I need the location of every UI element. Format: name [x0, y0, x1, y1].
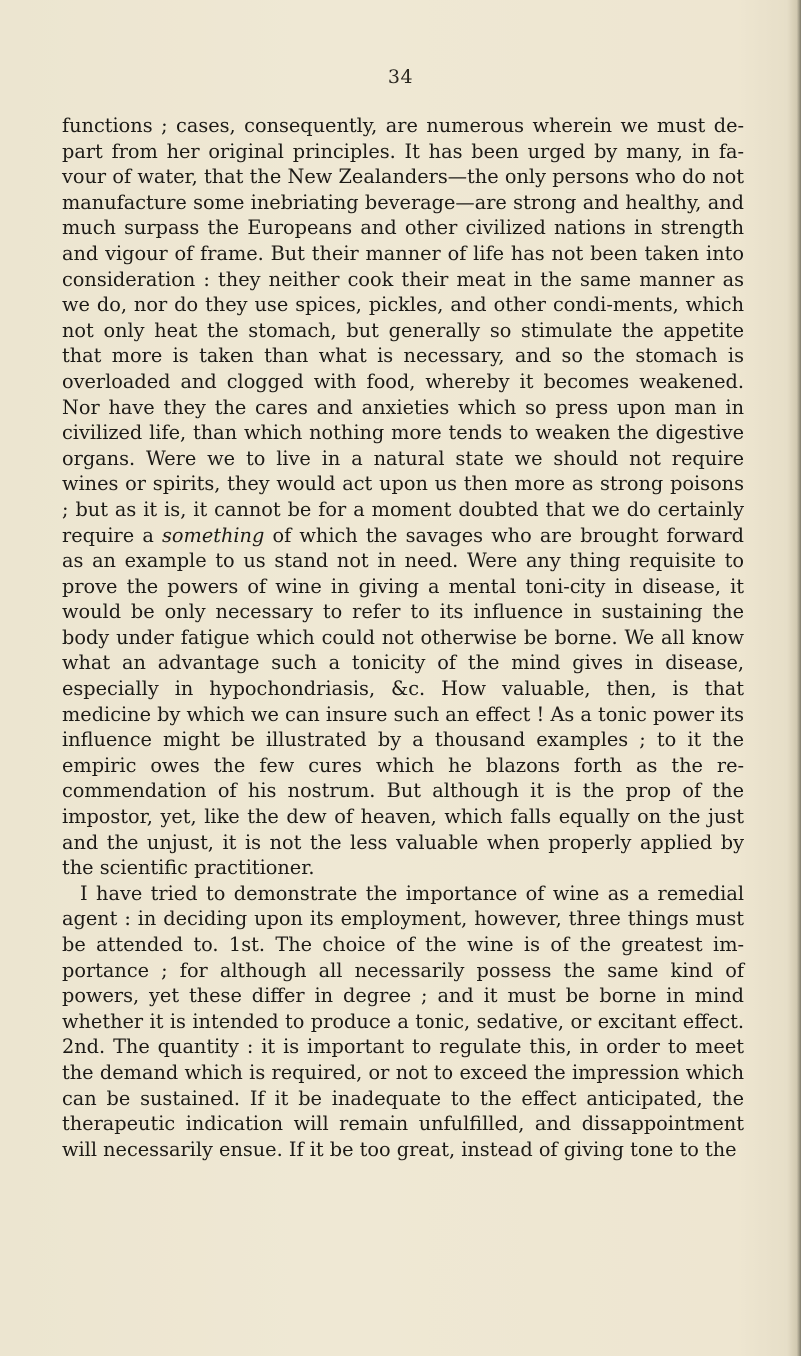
paragraph-1-emphasis: something — [162, 523, 265, 547]
page-number: 34 — [387, 66, 414, 88]
paragraph-1-text-after: of which the savages who are brought forward as an example to us stand not in need. Were any thing requisite to prove the powers of wine in giving a mental toni-city in disease, it would be only necessary to refer to its influence in sustaining the body under fatigue which could not otherwise be borne. We all know what an advantage such a tonicity of the mind gives in disease, especially in hypochondriasis, &c. How valuable, then, is that medicine by which we can insure such an effect ! As a tonic power its influence might be illustrated by a thousand examples ; to it the empiric owes the few cures which he blazons forth as the re-commendation of his nostrum. But although it is the prop of the impostor, yet, like the dew of heaven, which falls equally on the just and the unjust, it is not the less valuable when properly applied by the scientific practitioner. — [62, 523, 745, 880]
page-edge-shadow — [787, 0, 801, 1356]
body-text — [62, 113, 744, 1162]
paragraph-1-text-before: functions ; cases, consequently, are numerous wherein we must de-part from her original principles. It has been urged by many, in fa-vour of water, that the New Zealanders—the only persons who do not manufacture some inebriating beverage—are strong and healthy, and much surpass the Europeans and other civilized nations in strength and vigour of frame. But their manner of life has not been taken into consideration : they neither cook their meat in the same manner as we do, nor do they use spices, pickles, and other condi-ments, which not only heat the stomach, but generally so stimulate the appetite that more is taken than what is necessary, and so the stomach is overloaded and clogged with food, whereby it becomes weakened. Nor have they the cares and anxieties which so press upon man in civilized life, than which nothing more tends to weaken the digestive organs. Were we to live in a natural state we should not require wines or spirits, they would act upon us then more as strong poisons ; but as it is, it cannot be for a moment doubted that we do certainly require a — [62, 114, 744, 547]
paragraph-1 — [62, 113, 744, 881]
paragraph-2: I have tried to demonstrate the importance of wine as a remedial agent : in deciding upon its employment, however, three things must be attended to. 1st. The choice of the wine is of the greatest im-portance ; for although all necessarily possess the same kind of powers, yet these differ in degree ; and it must be borne in mind whether it is intended to produce a tonic, sedative, or excitant effect. 2nd. The quantity : it is important to regulate this, in order to meet the demand which is required, or not to exceed the impression which can be sustained. If it be inadequate to the effect anticipated, the therapeutic indication will remain unfulfilled, and dissappointment will necessarily ensue. If it be too great, instead of giving tone to the — [62, 881, 744, 1161]
